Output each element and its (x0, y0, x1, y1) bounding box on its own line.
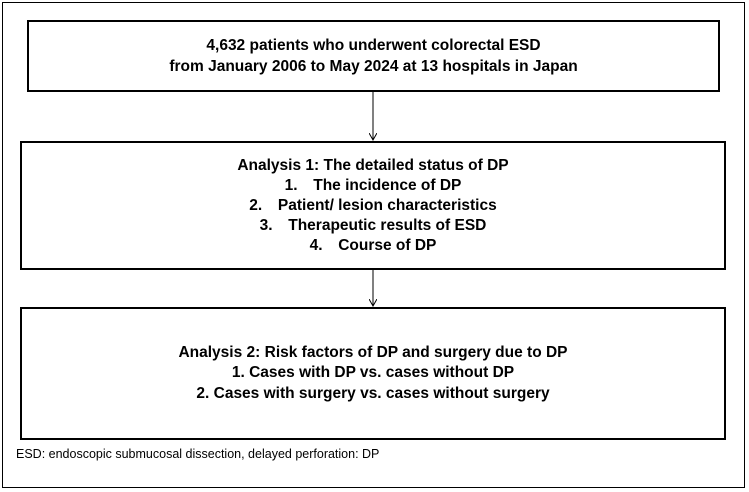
analysis-2-item: 2. Cases with surgery vs. cases without surgery (196, 384, 550, 402)
item-number: 4. (309, 236, 323, 254)
analysis-1-box (20, 141, 726, 270)
item-number: 2. (249, 196, 263, 214)
analysis-1-item (285, 176, 462, 196)
item-number: 3. (259, 216, 273, 234)
item-text: The incidence of DP (313, 176, 462, 194)
analysis-2-title: Analysis 2: Risk factors of DP and surgery due to DP (178, 343, 568, 361)
analysis-1-item (260, 216, 487, 236)
item-number: 1. (284, 176, 298, 194)
footnote: ESD: endoscopic submucosal dissection, delayed perforation: DP (16, 447, 380, 461)
analysis-1-item (310, 236, 437, 256)
cohort-line-1: 4,632 patients who underwent colorectal ESD (206, 37, 541, 54)
analysis-1-item (249, 196, 496, 216)
item-text: Patient/ lesion characteristics (277, 196, 497, 214)
item-text: Therapeutic results of ESD (288, 216, 487, 234)
cohort-line-2: from January 2006 to May 2024 at 13 hospitals in Japan (169, 58, 578, 75)
analysis-1-title: Analysis 1: The detailed status of DP (237, 156, 509, 174)
analysis-2-item: 1. Cases with DP vs. cases without DP (231, 364, 515, 382)
item-text: Course of DP (338, 236, 437, 254)
analysis-2-box (20, 307, 726, 440)
